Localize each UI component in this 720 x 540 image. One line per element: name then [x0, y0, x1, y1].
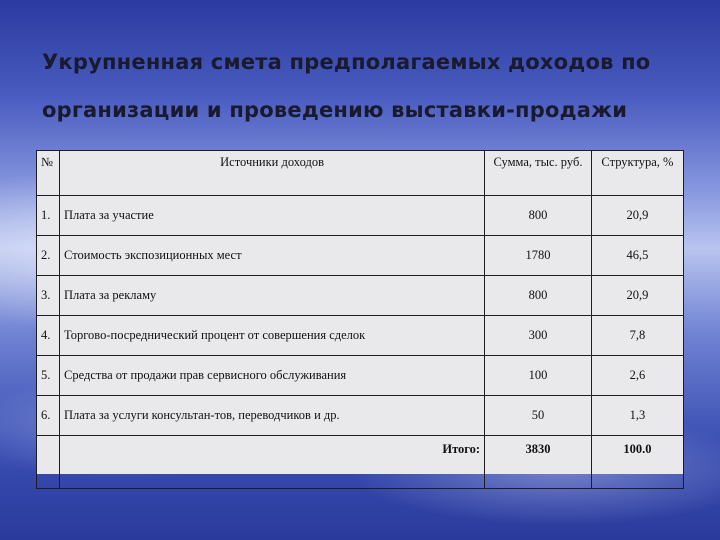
table-row	[37, 276, 684, 316]
row-num: 5.	[37, 356, 60, 396]
row-source: Стоимость экспозиционных мест	[60, 236, 485, 276]
row-num: 1.	[37, 196, 60, 236]
row-structure: 1,3	[591, 396, 683, 436]
row-sum: 1780	[485, 236, 592, 276]
total-label: Итого:	[60, 436, 485, 489]
header-structure: Структура, %	[591, 151, 683, 196]
row-source: Плата за участие	[60, 196, 485, 236]
row-num: 2.	[37, 236, 60, 276]
row-sum: 300	[485, 316, 592, 356]
row-sum: 100	[485, 356, 592, 396]
row-source: Плата за услуги консультан-тов, переводчиков и др.	[60, 396, 485, 436]
slide-title-line-1: Укрупненная смета предполагаемых доходов по	[42, 50, 651, 74]
row-structure: 46,5	[591, 236, 683, 276]
row-num: 6.	[37, 396, 60, 436]
row-structure: 7,8	[591, 316, 683, 356]
table-header-row	[37, 151, 684, 196]
row-source: Торгово-посреднический процент от совершения сделок	[60, 316, 485, 356]
row-structure: 20,9	[591, 276, 683, 316]
row-source: Средства от продажи прав сервисного обслуживания	[60, 356, 485, 396]
row-sum: 50	[485, 396, 592, 436]
table-row	[37, 316, 684, 356]
header-sum: Сумма, тыс. руб.	[485, 151, 592, 196]
row-num: 3.	[37, 276, 60, 316]
table-row	[37, 356, 684, 396]
total-structure: 100.0	[591, 436, 683, 489]
total-num-empty	[37, 436, 60, 489]
table-row	[37, 396, 684, 436]
header-num: №	[37, 151, 60, 196]
income-estimate-table	[36, 150, 684, 474]
header-source: Источники доходов	[60, 151, 485, 196]
row-source: Плата за рекламу	[60, 276, 485, 316]
slide-title-line-2: организации и проведению выставки-продажи	[42, 98, 628, 122]
table-total-row	[37, 436, 684, 489]
row-structure: 2,6	[591, 356, 683, 396]
table-row	[37, 236, 684, 276]
row-sum: 800	[485, 196, 592, 236]
row-num: 4.	[37, 316, 60, 356]
slide-title	[42, 38, 702, 134]
total-sum: 3830	[485, 436, 592, 489]
row-sum: 800	[485, 276, 592, 316]
row-structure: 20,9	[591, 196, 683, 236]
table-row	[37, 196, 684, 236]
